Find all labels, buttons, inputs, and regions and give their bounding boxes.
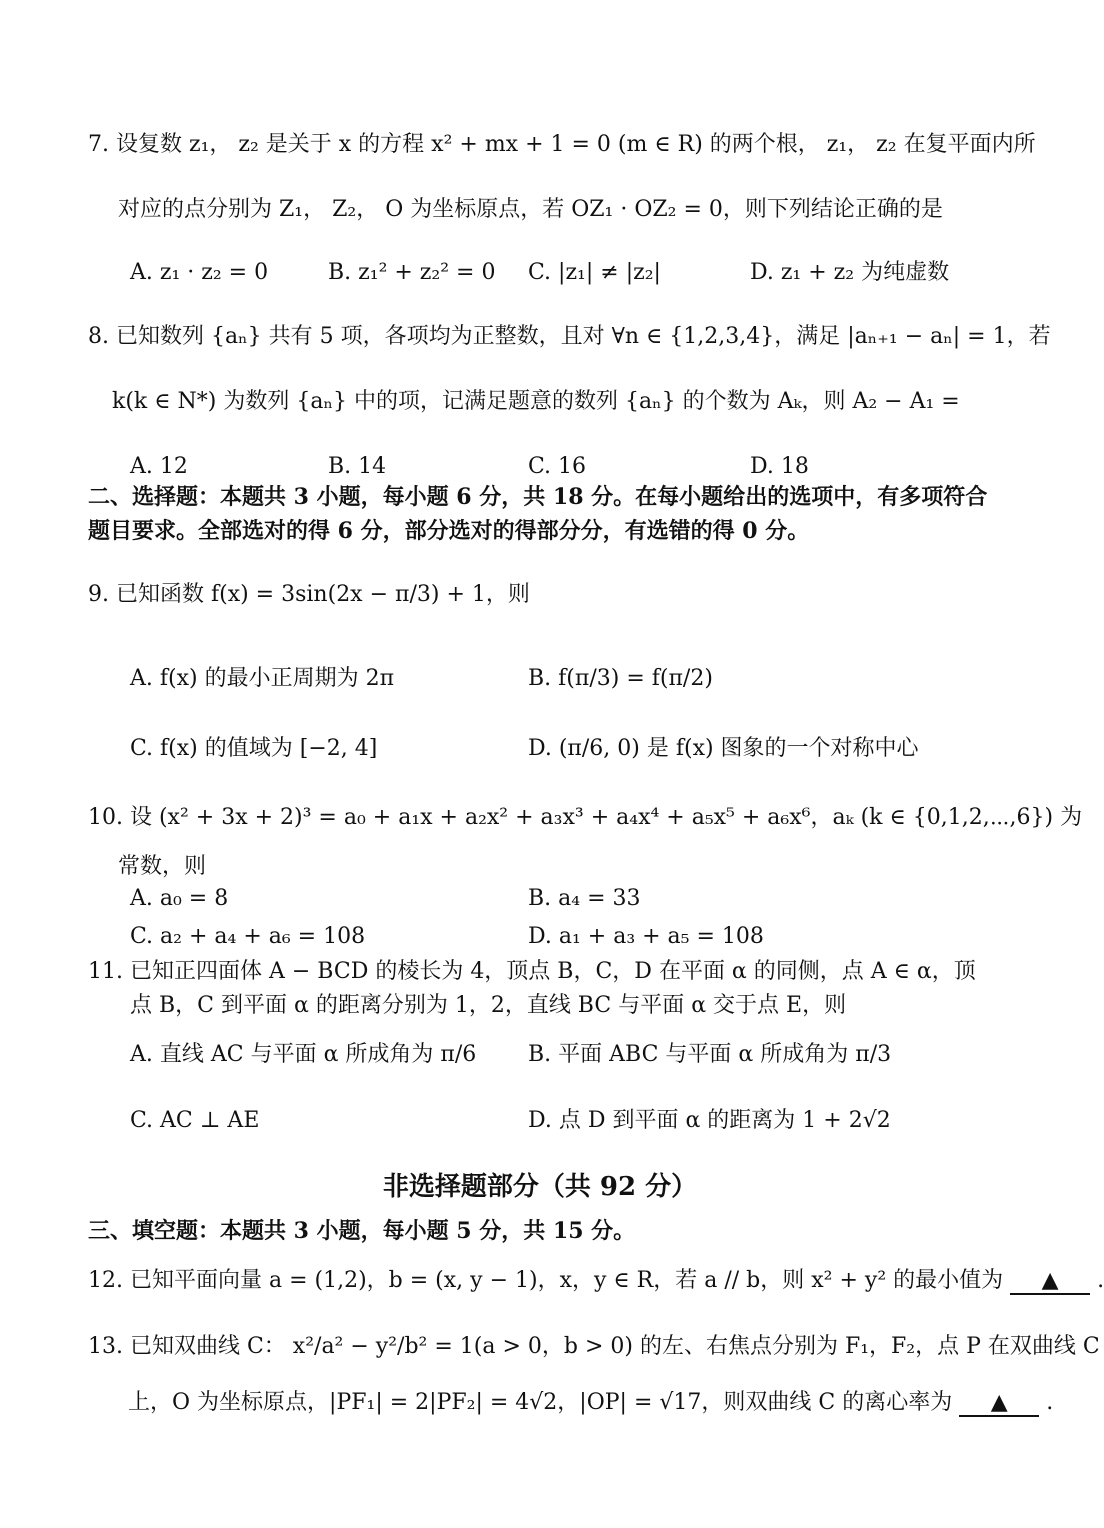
q9-line1: 9. 已知函数 f(x) = 3sin(2x − π/3) + 1，则 bbox=[88, 582, 530, 607]
q7-option-a: A. z₁ · z₂ = 0 bbox=[130, 260, 269, 285]
q9-option-b: B. f(π/3) = f(π/2) bbox=[528, 666, 713, 691]
q7-line2: 对应的点分别为 Z₁， Z₂， O 为坐标原点，若 OZ₁ · OZ₂ = 0，则下列结论正确的是 bbox=[118, 197, 943, 222]
q12-answer-blank[interactable]: ▲ bbox=[1010, 1269, 1090, 1295]
q13-answer-blank[interactable]: ▲ bbox=[959, 1391, 1039, 1417]
section2-heading-line1: 二、选择题：本题共 3 小题，每小题 6 分，共 18 分。在每小题给出的选项中，有多项符合 bbox=[88, 484, 988, 510]
q13-line1: 13. 已知双曲线 C： x²/a² − y²/b² = 1(a > 0，b > 0) 的左、右焦点分别为 F₁，F₂，点 P 在双曲线 C bbox=[88, 1334, 1100, 1359]
q10-line1: 10. 设 (x² + 3x + 2)³ = a₀ + a₁x + a₂x² + a₃x³ + a₄x⁴ + a₅x⁵ + a₆x⁶，aₖ (k ∈ {0,1,2,⋯,6}) 为 bbox=[88, 805, 1083, 830]
q10-option-c: C. a₂ + a₄ + a₆ = 108 bbox=[130, 924, 366, 949]
q7-option-b: B. z₁² + z₂² = 0 bbox=[328, 260, 496, 285]
section2-heading-line2: 题目要求。全部选对的得 6 分，部分选对的得部分分，有选错的得 0 分。 bbox=[88, 518, 810, 544]
q9-option-a: A. f(x) 的最小正周期为 2π bbox=[130, 666, 395, 691]
q13-line2 bbox=[128, 1388, 1053, 1418]
q10-line2: 常数，则 bbox=[118, 854, 207, 879]
q10-option-b: B. a₄ = 33 bbox=[528, 886, 641, 911]
q12-period: . bbox=[1097, 1268, 1104, 1293]
q13-period: . bbox=[1046, 1390, 1054, 1415]
q11-option-a: A. 直线 AC 与平面 α 所成角为 π/6 bbox=[130, 1042, 477, 1067]
q8-line1: 8. 已知数列 {aₙ} 共有 5 项，各项均为正整数，且对 ∀n ∈ {1,2,3,4}，满足 |aₙ₊₁ − aₙ| = 1，若 bbox=[88, 324, 1051, 349]
q10-option-d: D. a₁ + a₃ + a₅ = 108 bbox=[528, 924, 764, 949]
q11-option-d: D. 点 D 到平面 α 的距离为 1 + 2√2 bbox=[528, 1108, 891, 1133]
q12-text: 12. 已知平面向量 a = (1,2)，b = (x, y − 1)，x，y ∈ R，若 a // b，则 x² + y² 的最小值为 bbox=[88, 1268, 1004, 1293]
q11-line2: 点 B，C 到平面 α 的距离分别为 1，2，直线 BC 与平面 α 交于点 E，则 bbox=[130, 993, 847, 1018]
q8-option-c: C. 16 bbox=[528, 454, 587, 479]
q8-option-b: B. 14 bbox=[328, 454, 387, 479]
q11-option-c: C. AC ⊥ AE bbox=[130, 1108, 260, 1133]
section3-heading: 三、填空题：本题共 3 小题，每小题 5 分，共 15 分。 bbox=[88, 1218, 636, 1244]
q7-line1: 7. 设复数 z₁， z₂ 是关于 x 的方程 x² + mx + 1 = 0 (m ∈ R) 的两个根， z₁， z₂ 在复平面内所 bbox=[88, 132, 1036, 157]
q9-option-c: C. f(x) 的值域为 [−2, 4] bbox=[130, 736, 378, 761]
q11-option-b: B. 平面 ABC 与平面 α 所成角为 π/3 bbox=[528, 1042, 892, 1067]
q12-line bbox=[88, 1266, 1104, 1296]
q13-text: 上，O 为坐标原点，|PF₁| = 2|PF₂| = 4√2，|OP| = √17，则双曲线 C 的离心率为 bbox=[128, 1390, 953, 1415]
q9-option-d: D. (π/6, 0) 是 f(x) 图象的一个对称中心 bbox=[528, 736, 919, 761]
q10-option-a: A. a₀ = 8 bbox=[130, 886, 229, 911]
q11-line1: 11. 已知正四面体 A − BCD 的棱长为 4，顶点 B，C，D 在平面 α 的同侧，点 A ∈ α，顶 bbox=[88, 959, 976, 984]
q8-option-a: A. 12 bbox=[130, 454, 188, 479]
part2-title: 非选择题部分（共 92 分） bbox=[382, 1172, 698, 1202]
q8-option-d: D. 18 bbox=[750, 454, 809, 479]
q7-option-d: D. z₁ + z₂ 为纯虚数 bbox=[750, 260, 950, 285]
q7-option-c: C. |z₁| ≠ |z₂| bbox=[528, 260, 661, 285]
q8-line2: k(k ∈ N*) 为数列 {aₙ} 中的项，记满足题意的数列 {aₙ} 的个数为 Aₖ，则 A₂ − A₁ = bbox=[112, 389, 960, 414]
